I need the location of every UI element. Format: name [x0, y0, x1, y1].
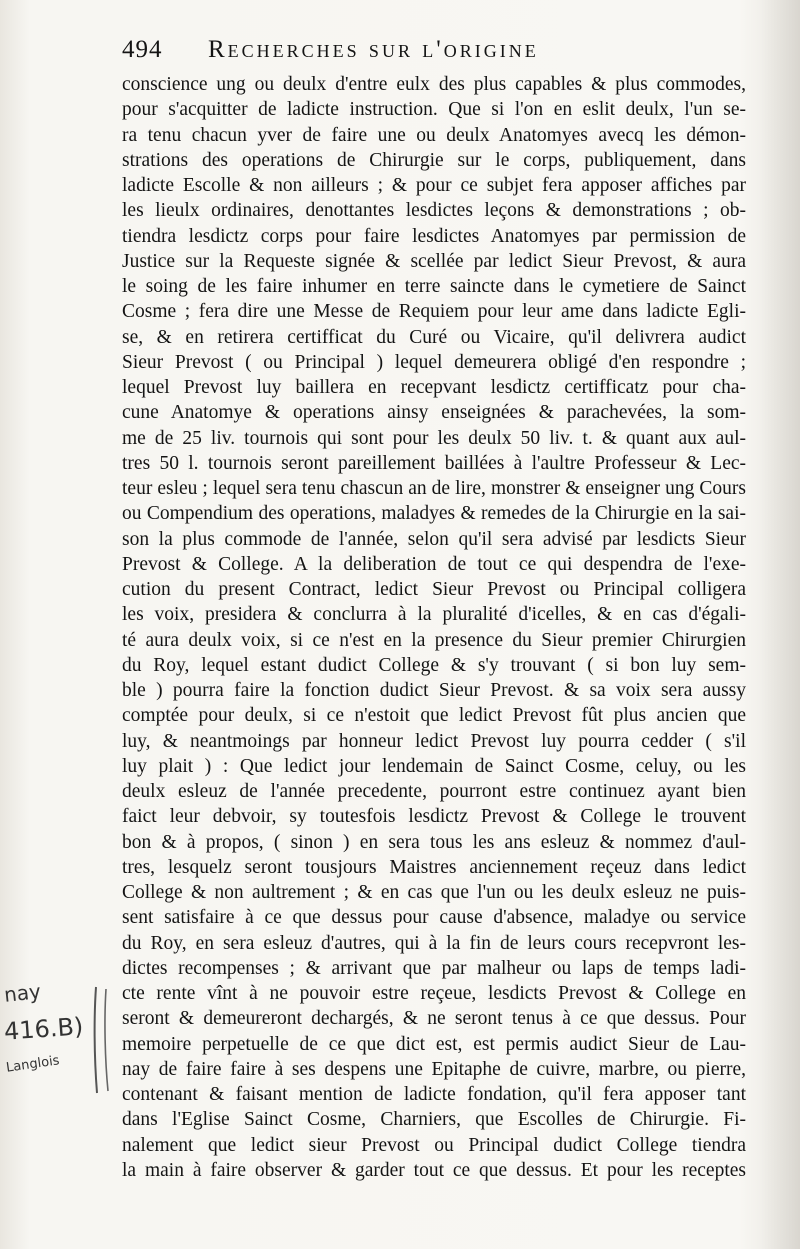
text-line: strations des operations de Chirurgie sur le corps, publiquement, dans	[122, 149, 746, 171]
text-line: cte rente vînt à ne pouvoir estre reçeue, lesdicts Prevost & College en	[122, 983, 746, 1004]
text-line: cution du present Contract, ledict Sieur Prevost ou Principal colligera	[122, 579, 746, 600]
text-line: bon & à propos, ( sinon ) en sera tous les ans esleuz & nommez d'aul-	[122, 831, 746, 853]
running-head: Recherches sur l'origine	[208, 36, 539, 63]
text-line: son la plus commode de l'année, selon qu'il sera advisé par lesdicts Sieur	[122, 528, 746, 550]
text-line: les voix, presidera & conclurra à la pluralité d'icelles, & en cas d'égali-	[122, 604, 746, 626]
text-line: deulx esleuz de l'année precedente, pourront estre continuez ayant bien	[122, 781, 746, 802]
text-line: ra tenu chacun yver de faire une ou deulx Anatomyes avecq les démon-	[122, 124, 746, 146]
text-line: tiendra lesdictz corps pour faire lesdictes Anatomyes par permission de	[122, 225, 746, 247]
margin-note: nay	[2, 979, 42, 1007]
text-line: contenant & faisant mention de ladicte fondation, qu'il fera apposer tant	[122, 1084, 746, 1105]
text-line: té aura deulx voix, si ce n'est en la presence du Sieur premier Chirurgien	[122, 629, 746, 651]
text-line: du Roy, en sera esleuz d'autres, qui à la fin de leurs cours recepvront les-	[122, 932, 746, 954]
text-line: sent satisfaire à ce que dessus pour cause d'absence, maladye ou service	[122, 907, 746, 929]
text-line: Sieur Prevost ( ou Principal ) lequel demeurera obligé d'en respondre ;	[122, 351, 746, 373]
text-line: luy plait ) : Que ledict jour lendemain de Sainct Cosme, celuy, ou les	[122, 755, 746, 777]
text-line: tres, lesquelz seront tousjours Maistres anciennement reçeuz dans ledict	[122, 856, 746, 878]
text-line: tres 50 l. tournois seront pareillement baillées à l'aultre Professeur & Lec-	[122, 452, 746, 474]
margin-note: 416.B)	[3, 1012, 85, 1046]
text-line: ou Compendium des operations, maladyes & remedes de la Chirurgie en la sai-	[122, 503, 746, 525]
text-line: ladicte Escolle & non ailleurs ; & pour ce subjet fera apposer affiches par	[122, 175, 746, 196]
text-line: faict leur debvoir, sy toutesfois lesdictz Prevost & College le trouvent	[122, 806, 746, 828]
text-line: dans l'Eglise Sainct Cosme, Charniers, que Escolles de Chirurgie. Fi-	[122, 1109, 746, 1131]
text-line: seront & demeureront dechargés, & ne seront tenus à ce que dessus. Pour	[122, 1008, 746, 1030]
text-line: la main à faire observer & garder tout ce que dessus. Et pour les receptes	[122, 1159, 746, 1181]
margin-note: Langlois	[5, 1053, 61, 1076]
text-line: cune Anatomye & operations ainsy enseignées & parachevées, la som-	[122, 402, 746, 424]
text-line: du Roy, lequel estant dudict College & s'y trouvant ( si bon luy sem-	[122, 654, 746, 676]
text-line: pour s'acquitter de ladicte instruction. Que si l'on en eslit deulx, l'un se-	[122, 99, 746, 121]
text-line: Cosme ; fera dire une Messe de Requiem pour leur ame dans ladicte Egli-	[122, 301, 746, 323]
text-line: ble ) pourra faire la fonction dudict Sieur Prevost. & sa voix sera aussy	[122, 680, 746, 701]
text-line: comptée pour deulx, si ce n'estoit que ledict Prevost fût plus ancien que	[122, 705, 746, 727]
text-line: memoire perpetuelle de ce que dict est, est permis audict Sieur de Lau-	[122, 1033, 746, 1055]
text-line: College & non aultrement ; & en cas que l'un ou les deulx esleuz ne puis-	[122, 882, 746, 903]
text-line: le soing de les faire inhumer en terre saincte dans le cymetiere de Sainct	[122, 276, 746, 297]
text-line: teur esleu ; lequel sera tenu chascun an de lire, monstrer & enseigner ung Cours	[122, 478, 746, 499]
text-line: se, & en retirera certifficat du Curé ou Vicaire, qu'il delivrera audict	[122, 326, 746, 348]
text-line: lequel Prevost luy baillera en recepvant lesdictz certifficatz pour cha-	[122, 377, 746, 398]
text-line: conscience ung ou deulx d'entre eulx des plus capables & plus commodes,	[122, 74, 746, 95]
text-line: luy, & neantmoings par honneur ledict Prevost luy pourra cedder ( s'il	[122, 730, 746, 752]
body-text	[122, 72, 746, 1183]
page-header	[122, 28, 742, 68]
page-number: 494	[122, 36, 163, 63]
text-line: nalement que ledict sieur Prevost ou Principal dudict College tiendra	[122, 1134, 746, 1156]
text-line: nay de faire faire à ses despens une Epitaphe de cuivre, marbre, ou pierre,	[122, 1058, 746, 1080]
pencil-bracket-marks	[88, 985, 118, 1095]
text-line: dictes recompenses ; & arrivant que par malheur ou laps de temps ladi-	[122, 957, 746, 979]
text-line: me de 25 liv. tournois qui sont pour les deulx 50 liv. t. & quant aux aul-	[122, 427, 746, 449]
text-line: Prevost & College. A la deliberation de tout ce qui despendra de l'exe-	[122, 553, 746, 575]
page-edge-shadow	[760, 0, 800, 1249]
text-line: les lieulx ordinaires, denottantes lesdictes leçons & demonstrations ; ob-	[122, 200, 746, 222]
text-line: Justice sur la Requeste signée & scellée par ledict Sieur Prevost, & aura	[122, 250, 746, 272]
